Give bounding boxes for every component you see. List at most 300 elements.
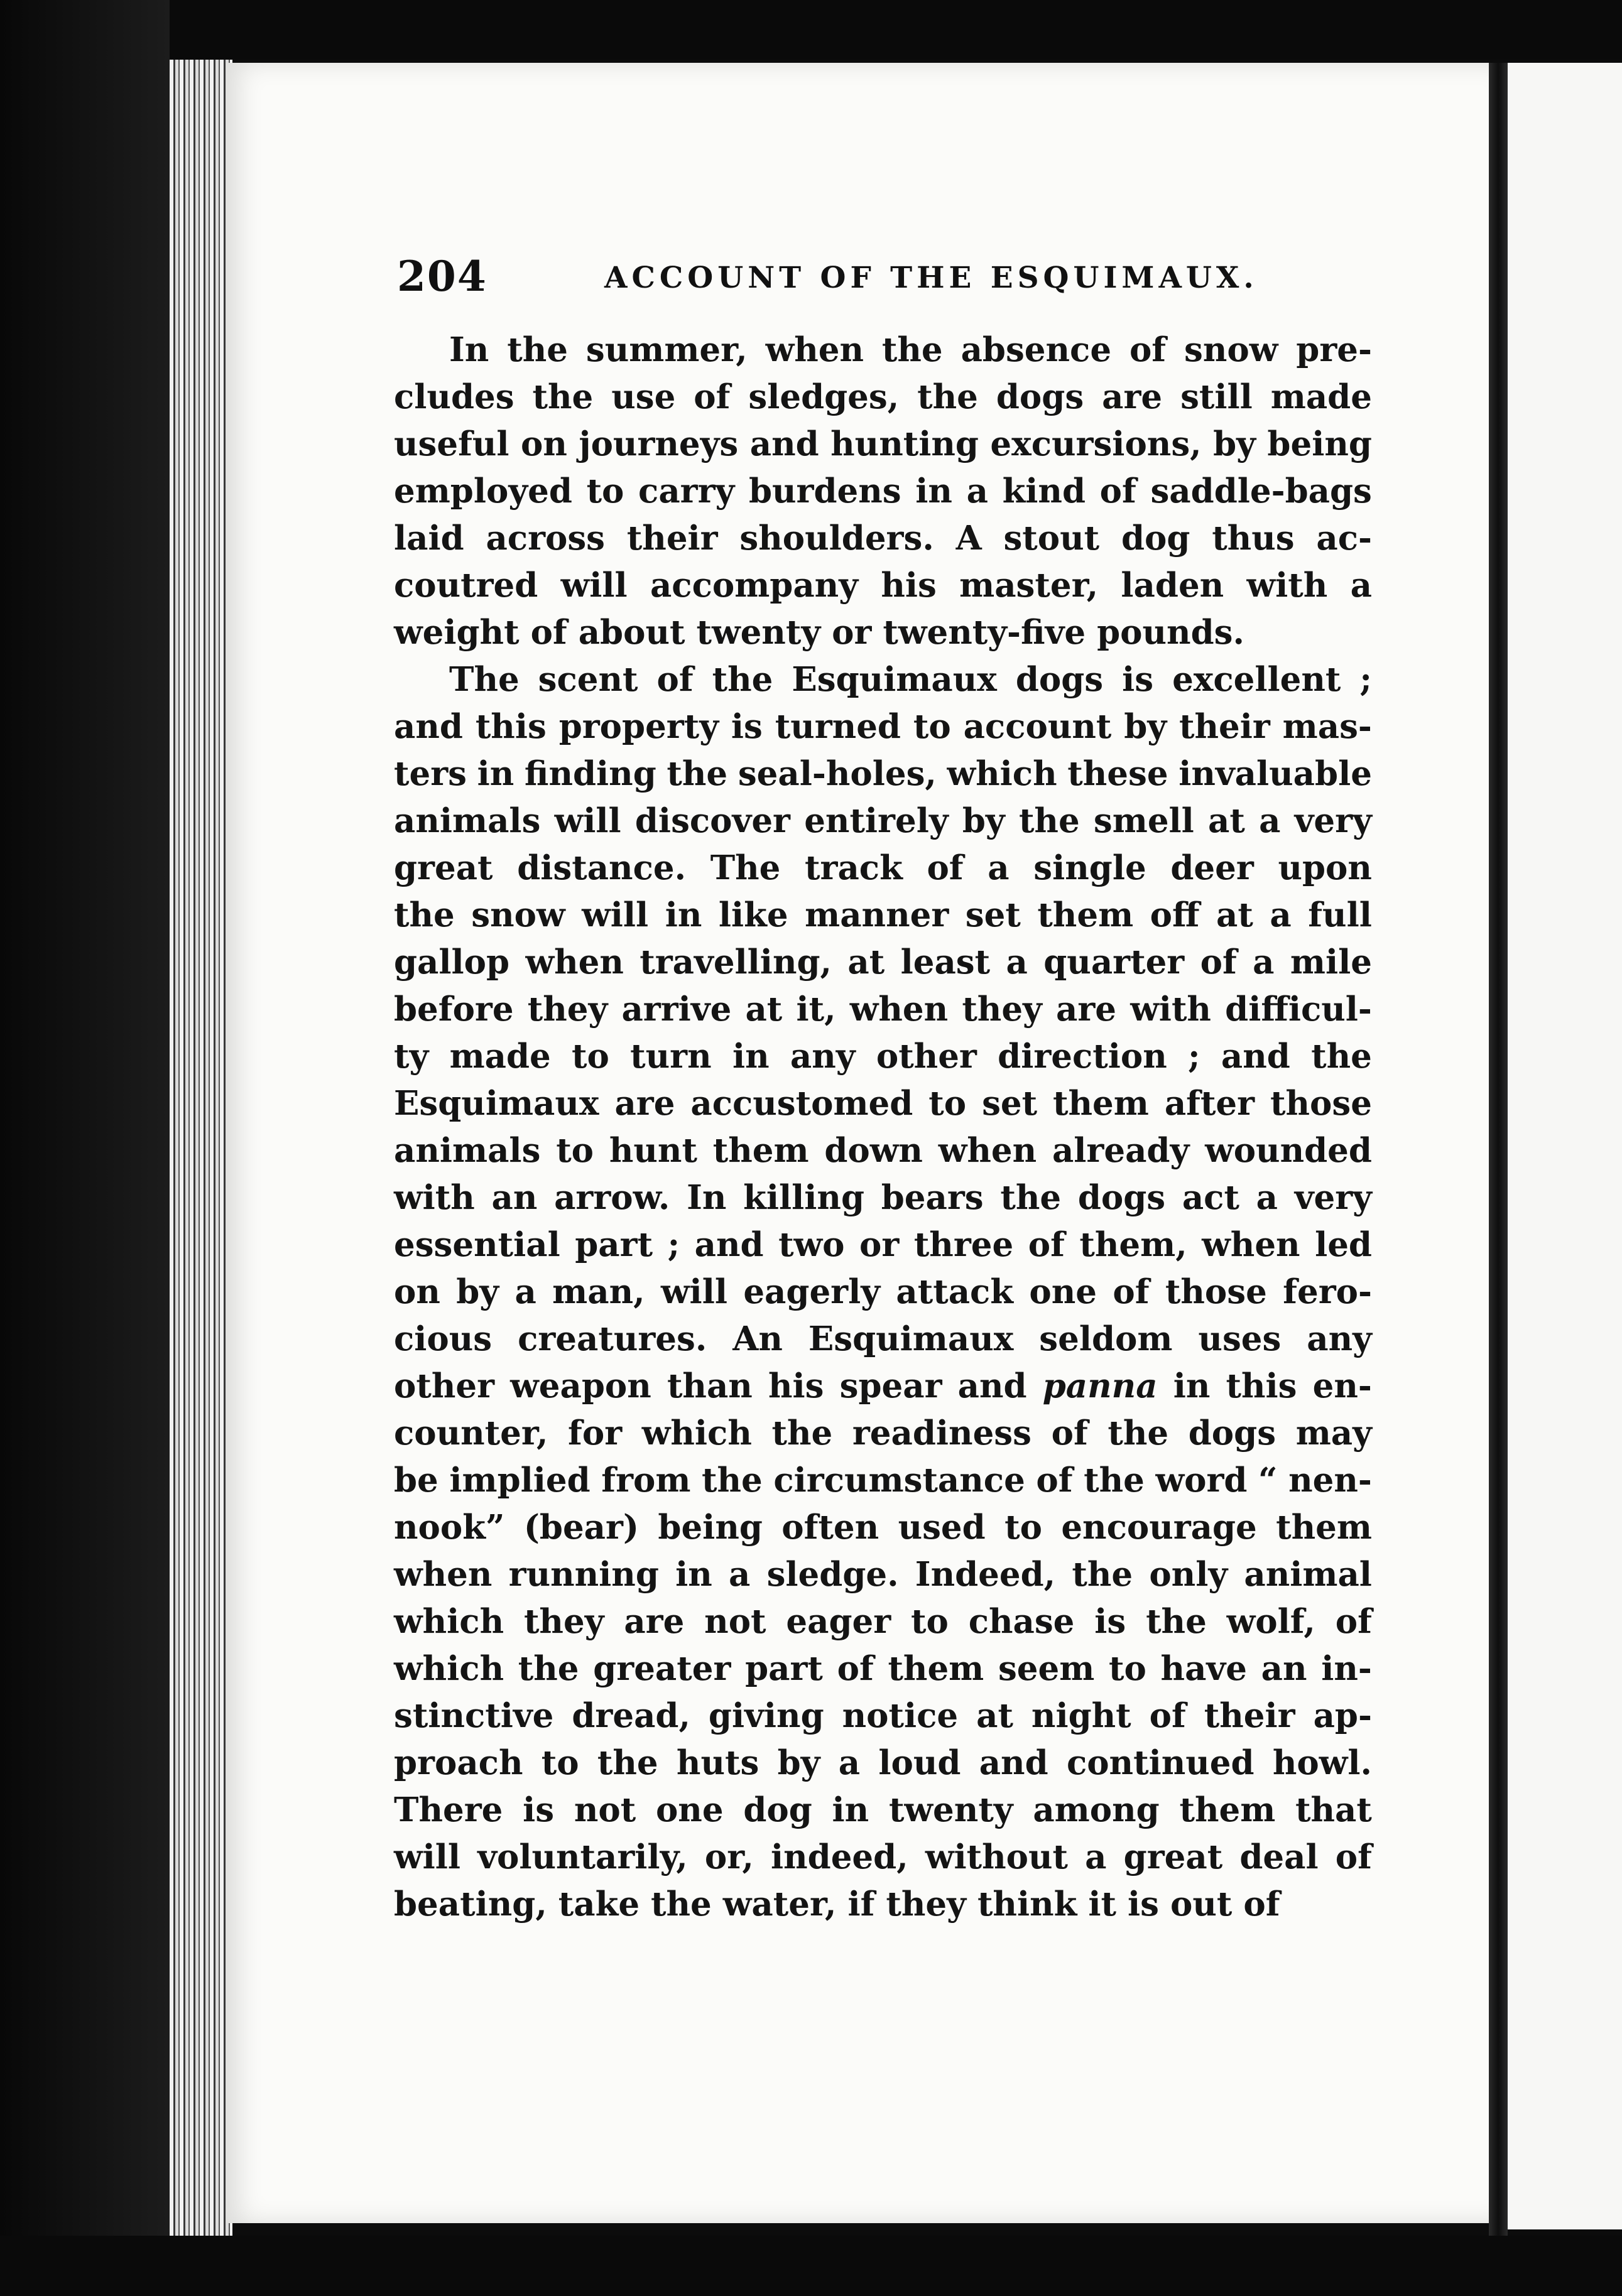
word: his [881,566,937,605]
word: when [938,1131,1037,1170]
text-line [394,374,1372,421]
word: in [832,1790,869,1829]
word: a [1270,896,1292,934]
word: and [749,425,819,463]
scan-border-left [0,0,170,2296]
word: act [1182,1178,1239,1217]
word: without [925,1838,1068,1876]
word: employed [394,472,572,511]
word: to [1109,1649,1146,1688]
word: water, [722,1885,837,1924]
word: counter, [394,1414,548,1453]
word: loud [878,1743,961,1782]
word: killing [743,1178,865,1217]
word: finding [524,754,656,793]
text-line [394,986,1372,1033]
word: they [527,990,608,1029]
word: account [963,707,1112,746]
word: quarter [1043,943,1185,982]
word: single [1033,848,1146,887]
word: word [1155,1461,1248,1500]
word: of [1028,1225,1065,1264]
word: in [675,1555,712,1594]
word: Indeed, [915,1555,1056,1594]
word: the [1084,1461,1145,1500]
word: by [777,1743,820,1782]
word: this [1226,1367,1297,1405]
word: journeys [579,425,739,463]
word: animal [1244,1555,1372,1594]
running-head [397,248,1390,305]
word: encourage [1061,1508,1257,1547]
word: a [1253,943,1275,982]
word: useful [394,425,509,463]
word: the [771,1414,833,1453]
word: set [982,1084,1038,1123]
word: not [574,1790,636,1829]
word: difficul- [1225,990,1372,1029]
word: howl. [1272,1743,1372,1782]
text-line [394,515,1372,562]
word: often [781,1508,879,1547]
word: attack [896,1272,1014,1311]
word: to [1004,1508,1042,1547]
word: of [1243,1885,1280,1924]
text-line [394,750,1372,798]
word: their [1204,1696,1295,1735]
word: will [582,896,649,934]
word: weapon [510,1367,651,1405]
word: discover [634,801,790,840]
word: the [702,1461,763,1500]
word: in [732,1037,770,1076]
facing-page-edge [1508,63,1622,2229]
word: the [597,1743,658,1782]
word: The [710,848,781,887]
word: before [394,990,514,1029]
word: hunting [830,425,979,463]
text-line [394,1551,1372,1598]
word: scent [538,660,638,699]
word: gallop [394,943,510,982]
word: will [394,1838,461,1876]
word: than [667,1367,753,1405]
word: of [1335,1602,1372,1641]
word: In [687,1178,727,1217]
word: any [790,1037,856,1076]
word: an [1261,1649,1307,1688]
word: of [656,660,694,699]
word: An [732,1319,783,1358]
word: laden [1121,566,1224,605]
word: circumstance [773,1461,1025,1500]
word: a [988,848,1010,887]
text-line [394,656,1372,703]
word: of [1051,1414,1088,1453]
word: ; [1359,660,1372,699]
word: that [1295,1790,1372,1829]
word: seem [998,1649,1095,1688]
word: spear [839,1367,942,1405]
word: carry [638,472,735,511]
word: dogs [996,377,1084,416]
word: which [394,1649,504,1688]
word: a [838,1743,861,1782]
word: or, [704,1838,754,1876]
text-line [394,1316,1372,1363]
word: when [394,1555,493,1594]
word: it [1088,1885,1116,1924]
word: dogs [1015,660,1104,699]
word: not [704,1602,766,1641]
text-line [394,1645,1372,1692]
word: entirely [804,801,949,840]
word: out [1170,1885,1233,1924]
word: on [394,1272,440,1311]
word: huts [676,1743,759,1782]
word: are [1056,990,1117,1029]
word: with [394,1178,475,1217]
word: being [658,1508,763,1547]
text-line [394,845,1372,892]
word: sledge. [766,1555,899,1594]
word: least [900,943,991,982]
word: to [541,1743,579,1782]
word: uses [1198,1319,1282,1358]
word: a [514,1272,536,1311]
word: animals [394,1131,541,1170]
word: direction [998,1037,1167,1076]
word: have [1160,1649,1247,1688]
word: eagerly [743,1272,881,1311]
word: among [1033,1790,1160,1829]
word: summer, [585,330,748,369]
word: accompany [650,566,859,605]
word: other [394,1367,495,1405]
word: notice [842,1696,959,1735]
word: dog [1121,519,1190,558]
text-line [394,892,1372,939]
word: by [962,801,1005,840]
word: them [888,1649,984,1688]
text-line [394,1598,1372,1645]
word: from [601,1461,691,1500]
word: those [1165,1272,1267,1311]
word: indeed, [770,1838,908,1876]
word: continued [1066,1743,1255,1782]
word: “ [1258,1461,1278,1500]
word: voluntarily, [477,1838,688,1876]
word: the [712,660,773,699]
running-title: ACCOUNT OF THE ESQUIMAUX. [604,261,1258,295]
text-line [394,327,1372,374]
word: like [718,896,788,934]
word: in- [1321,1649,1372,1688]
word: the [507,330,568,369]
word: sledges, [748,377,900,416]
text-line [394,1363,1372,1410]
word: them [1179,1790,1276,1829]
word: led [1315,1225,1372,1264]
text-line [394,1834,1372,1881]
word: to [928,1084,967,1123]
text-line [394,703,1372,750]
word: dogs [1077,1178,1166,1217]
word: a [1350,566,1372,605]
word: greater [593,1649,731,1688]
body-text [394,327,1372,1928]
word: by [456,1272,499,1311]
word: a [1085,1838,1107,1876]
word: they [886,1885,966,1924]
word: any [1307,1319,1372,1358]
word: excursions, [990,425,1202,463]
word: a [729,1555,751,1594]
word: ; [1188,1037,1200,1076]
word: travelling, [640,943,832,982]
word: used [898,1508,986,1547]
word: being [1267,425,1372,463]
word: cious [394,1319,493,1358]
word: when [765,330,864,369]
word: one [1029,1272,1097,1311]
word: the [1146,1602,1207,1641]
word: to [913,707,951,746]
word: one [655,1790,724,1829]
word: only [1149,1555,1228,1594]
word: down [824,1131,923,1170]
word: which [641,1414,752,1453]
text-line [394,939,1372,986]
word: Esquimaux [808,1319,1014,1358]
word: the [518,1649,579,1688]
word: manner [805,896,949,934]
text-line [394,1080,1372,1127]
word: in [665,896,702,934]
word: a [1256,1178,1278,1217]
word: the [394,896,455,934]
text-line [394,1033,1372,1080]
word: upon [1278,848,1372,887]
word: part [745,1649,823,1688]
word: panna [1042,1367,1158,1405]
word: mile [1290,943,1372,982]
word: by [1213,425,1256,463]
word: dog [743,1790,812,1829]
text-line [394,421,1372,468]
word: animals [394,801,541,840]
word: is [1127,1885,1159,1924]
word: these [1067,754,1168,793]
word: still [1180,377,1253,416]
word: Esquimaux [792,660,997,699]
word: and [694,1225,764,1264]
word: them [1276,1508,1372,1547]
word: part [575,1225,653,1264]
word: think [977,1885,1077,1924]
word: about [578,613,685,652]
word: use [611,377,676,416]
word: set [965,896,1021,934]
word: them [712,1131,809,1170]
word: are [1102,377,1163,416]
text-line [394,1504,1372,1551]
word: of [837,1649,874,1688]
word: of [927,848,964,887]
word: made [1270,377,1372,416]
word: of [1129,330,1167,369]
word: after [1164,1084,1255,1123]
word: smell [1093,801,1194,840]
word: is [523,1790,555,1829]
word: their [626,519,718,558]
word: already [1052,1131,1190,1170]
word: turn [630,1037,712,1076]
word: on [521,425,567,463]
book-page-edges [170,60,232,2239]
text-line [394,562,1372,609]
word: Esquimaux [394,1084,599,1123]
word: dread, [572,1696,690,1735]
word: or [859,1225,900,1264]
word: will [660,1272,727,1311]
word: (bear) [523,1508,640,1547]
word: this [475,707,547,746]
word: in [477,754,514,793]
page-number: 204 [397,252,487,301]
word: with [1130,990,1211,1029]
word: pre- [1296,330,1372,369]
word: at [847,943,885,982]
word: and [1221,1037,1290,1076]
text-line [394,468,1372,515]
scan-border-bottom [0,2236,1622,2296]
word: very [1294,1178,1372,1217]
word: coutred [394,566,538,605]
word: of [1335,1838,1372,1876]
word: ters [394,754,467,793]
word: deer [1170,848,1254,887]
word: a [966,472,988,511]
word: which [394,1602,504,1641]
word: stout [1003,519,1100,558]
word: en- [1312,1367,1372,1405]
word: The [449,660,520,699]
word: shoulders. [739,519,934,558]
word: master, [959,566,1099,605]
word: nook” [394,1508,505,1547]
word: There [394,1790,503,1829]
word: wolf, [1226,1602,1315,1641]
word: of [1200,943,1237,982]
word: very [1294,801,1372,840]
word: and [957,1367,1027,1405]
word: creatures. [518,1319,707,1358]
word: nen- [1288,1461,1372,1500]
word: the [1108,1414,1169,1453]
word: are [624,1602,685,1641]
word: chase [968,1602,1075,1641]
word: distance. [517,848,687,887]
word: arrow. [554,1178,670,1217]
word: three [913,1225,1014,1264]
word: snow [1184,330,1278,369]
word: other [876,1037,977,1076]
word: a [1006,943,1028,982]
word: the [1072,1555,1133,1594]
word: fero- [1283,1272,1372,1311]
word: take [558,1885,640,1924]
word: the [1000,1178,1062,1217]
word: pounds. [1097,613,1244,652]
text-line [394,1881,1372,1928]
word: giving [708,1696,824,1735]
word: to [911,1602,949,1641]
word: kind [1002,472,1086,511]
word: snow [471,896,565,934]
word: to [572,1037,609,1076]
text-line [394,798,1372,845]
word: accustomed [690,1084,913,1123]
word: of [1113,1272,1150,1311]
word: or [832,613,872,652]
word: ty [394,1037,429,1076]
word: the [532,377,594,416]
word: hunt [609,1131,697,1170]
word: will [560,566,628,605]
word: at [976,1696,1013,1735]
word: at [1208,801,1245,840]
word: it, [796,990,836,1029]
word: across [486,519,606,558]
word: which [947,754,1057,793]
word: when [849,990,949,1029]
word: full [1308,896,1372,934]
word: man, [552,1272,645,1311]
word: eager [786,1602,891,1641]
text-line [394,1221,1372,1269]
word: with [1246,566,1328,605]
word: excellent [1172,660,1341,699]
word: they [962,990,1042,1029]
word: night [1031,1696,1131,1735]
text-line [394,1692,1372,1740]
word: twenty [888,1790,1013,1829]
scan-border-top [0,0,1622,60]
word: for [568,1414,623,1453]
word: laid [394,519,464,558]
word: wounded [1205,1131,1372,1170]
word: seal-holes, [738,754,937,793]
word: invaluable [1178,754,1372,793]
text-line [394,1740,1372,1787]
word: them, [1079,1225,1187,1264]
word: made [449,1037,551,1076]
word: off [1150,896,1200,934]
word: mas- [1282,707,1372,746]
word: property [558,707,719,746]
word: absence [961,330,1112,369]
word: great [1123,1838,1223,1876]
word: implied [449,1461,591,1500]
word: an [491,1178,538,1217]
word: stinctive [394,1696,554,1735]
text-line [394,1457,1372,1504]
word: his [768,1367,824,1405]
word: the [1018,801,1080,840]
word: beating, [394,1885,547,1924]
word: running [508,1555,659,1594]
